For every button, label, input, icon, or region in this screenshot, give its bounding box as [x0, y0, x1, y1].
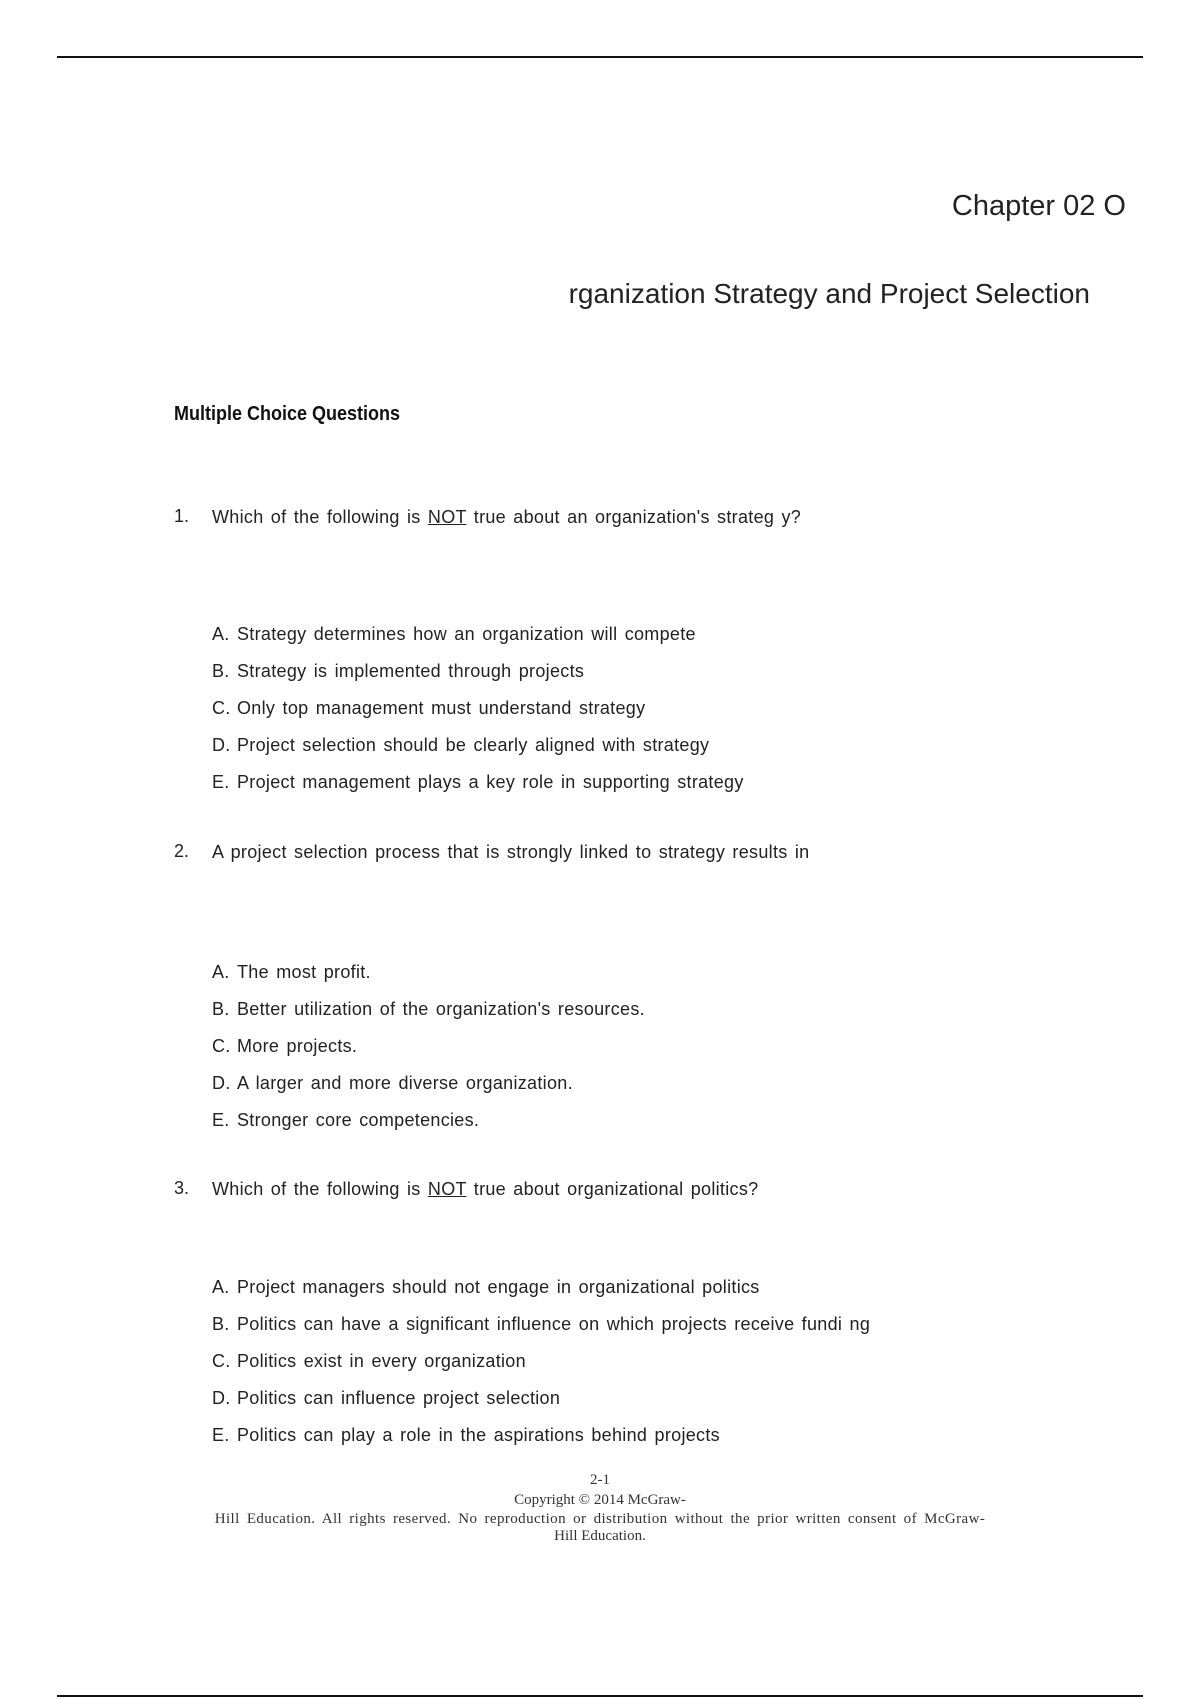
option-letter: D. [212, 1073, 231, 1093]
option-letter: D. [212, 1388, 231, 1408]
answer-option-b [212, 660, 932, 682]
question-number: 3. [174, 1178, 190, 1198]
chapter-title-line1: Chapter 02 O [951, 190, 1126, 222]
bottom-rule [57, 1695, 1143, 1697]
top-rule [57, 56, 1143, 58]
option-letter: B. [212, 1314, 230, 1334]
answer-option-c [212, 1035, 932, 1057]
option-letter: B. [212, 999, 230, 1019]
question-text-part: true about organizational politics? [466, 1179, 759, 1199]
question-emphasis: NOT [427, 1179, 467, 1199]
answer-option-a [212, 1276, 932, 1298]
answer-option-c [212, 1350, 932, 1372]
answer-option-d [212, 1072, 932, 1094]
answer-option-c [212, 697, 932, 719]
option-text: Project selection should be clearly aligned with strategy [237, 735, 710, 755]
question-text-part: Which of the following is [212, 507, 428, 527]
option-letter: E. [212, 1110, 230, 1130]
copyright-line-1: Copyright © 2014 McGraw- [514, 1492, 686, 1508]
question-text: A project selection process that is strongly linked to strategy results in [212, 842, 810, 862]
option-letter: E. [212, 772, 230, 792]
option-text: Stronger core competencies. [237, 1110, 480, 1130]
option-text: Project management plays a key role in supporting strategy [237, 772, 744, 792]
option-text: Strategy determines how an organization will compete [237, 624, 696, 644]
answer-option-a [212, 961, 932, 983]
answer-option-b [212, 1313, 932, 1335]
option-text: More projects. [237, 1036, 358, 1056]
option-text: Only top management must understand strategy [237, 698, 646, 718]
answer-options [212, 623, 932, 808]
option-text: A larger and more diverse organization. [237, 1073, 573, 1093]
question-emphasis: NOT [427, 507, 467, 527]
chapter-title-line2: rganization Strategy and Project Selection [568, 278, 1090, 309]
option-letter: A. [212, 624, 230, 644]
answer-options [212, 1276, 932, 1461]
answer-option-e [212, 1424, 932, 1446]
answer-option-e [212, 771, 932, 793]
option-text: Politics can have a significant influence on which projects receive fundi ng [237, 1314, 871, 1334]
option-text: Politics can influence project selection [237, 1388, 561, 1408]
option-letter: C. [212, 698, 231, 718]
question-text-part: Which of the following is [212, 1179, 428, 1199]
option-text: Politics can play a role in the aspirations behind projects [237, 1425, 720, 1445]
question-text-part: true about an organization's strateg y? [466, 507, 802, 527]
question-number: 1. [174, 506, 190, 526]
section-heading: Multiple Choice Questions [174, 403, 401, 425]
option-text: Strategy is implemented through projects [237, 661, 585, 681]
answer-option-b [212, 998, 932, 1020]
answer-option-e [212, 1109, 932, 1131]
answer-option-d [212, 1387, 932, 1409]
option-text: Better utilization of the organization's resources. [237, 999, 645, 1019]
option-letter: E. [212, 1425, 230, 1445]
option-letter: A. [212, 1277, 230, 1297]
copyright-line-3: Hill Education. [554, 1528, 646, 1544]
option-letter: B. [212, 661, 230, 681]
option-letter: A. [212, 962, 230, 982]
option-text: Politics exist in every organization [237, 1351, 526, 1371]
copyright-line-2: Hill Education. All rights reserved. No reproduction or distribution without the prior written consent of McGraw- [214, 1511, 986, 1527]
question-text [212, 506, 852, 528]
page-number: 2-1 [590, 1472, 610, 1488]
option-letter: C. [212, 1036, 231, 1056]
option-letter: D. [212, 735, 231, 755]
option-text: Project managers should not engage in organizational politics [237, 1277, 760, 1297]
answer-option-d [212, 734, 932, 756]
answer-options [212, 961, 932, 1146]
option-text: The most profit. [237, 962, 371, 982]
answer-option-a [212, 623, 932, 645]
option-letter: C. [212, 1351, 231, 1371]
question-number: 2. [174, 841, 190, 861]
question-text [212, 1178, 852, 1200]
